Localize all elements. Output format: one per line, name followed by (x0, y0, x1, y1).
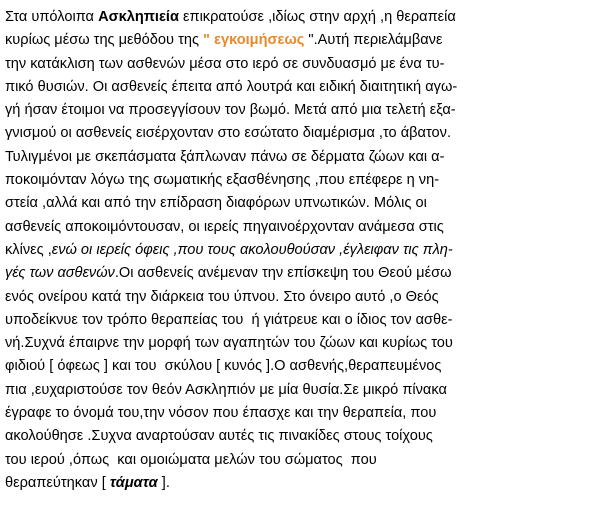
text-run: του ιερού ,όπως και ομοιώματα μελών του σώματος που (5, 451, 377, 468)
text-run: την κατάκλιση των ασθενών μέσα στο ιερό σε συνδυασμό με ένα τυ- (5, 55, 445, 72)
text-run: Τυλιγμένοι με σκεπάσματα ξάπλωναν πάνω σε δέρματα ζώων και α- (5, 148, 445, 165)
text-run: γές των ασθενών (5, 265, 115, 282)
text-run: ακολούθησε .Συχνα αναρτούσαν αυτές τις πινακίδες στους τοίχους (5, 428, 433, 445)
text-line (5, 239, 595, 262)
text-line (5, 309, 595, 332)
text-run: ποκοιμόνταν λόγω της σωματικής εξασθένησης ,που επέφερε η νη- (5, 172, 440, 189)
text-run: .Οι ασθενείς ανέμεναν την επίσκεψη του Θεού μέσω (114, 265, 452, 282)
text-run: ενώ οι ιερείς όφεις ,που τους ακολουθούσαν ,έγλειφαν τις πλη- (51, 241, 453, 258)
text-run: τάματα (109, 474, 158, 491)
text-line (5, 122, 595, 145)
text-run: ασθενείς αποκοιμόντουσαν, οι ιερείς πηγαινοέρχονταν ανάμεσα στις (5, 218, 444, 235)
text-line (5, 216, 595, 239)
text-line (5, 449, 595, 472)
text-run: γή ήσαν έτοιμοι να προσεγγίσουν τον βωμό. Μετά από μια τελετή εξα- (5, 102, 456, 119)
text-line (5, 355, 595, 378)
text-line (5, 192, 595, 215)
text-run: υποδείκνυε τον τρόπο θεραπείας του ή γιάτρευε και ο ίδιος τον ασθε- (5, 311, 453, 328)
text-run: πικό θυσιών. Οι ασθενείς έπειτα από λουτρά και ειδική διαιτητική αγω- (5, 78, 458, 95)
text-run: θεραπεύτηκαν [ (5, 474, 110, 491)
text-run: κλίνες , (5, 241, 52, 258)
text-line (5, 99, 595, 122)
text-line (5, 379, 595, 402)
text-line (5, 262, 595, 285)
text-line (5, 76, 595, 99)
text-run: επικρατούσε ,ιδίως στην αρχή ,η θεραπεία (178, 9, 456, 25)
text-line (5, 6, 595, 29)
text-line (5, 146, 595, 169)
text-line (5, 425, 595, 448)
text-run: στεία ,αλλά και από την επίδραση διαφόρων υπνωτικών. Μόλις οι (5, 195, 427, 212)
text-run: ]. (157, 474, 170, 491)
text-run: φιδιού [ όφεως ] και του σκύλου [ κυνός ].Ο ασθενής,θεραπευμένος (5, 358, 442, 375)
text-run: ".Αυτή περιελάμβανε (304, 32, 443, 49)
text-run: Στα υπόλοιπα (5, 9, 99, 25)
text-line (5, 286, 595, 309)
text-run: νή.Συχνά έπαιρνε την μορφή των αγαπητών του ζώων και κυρίως του (5, 335, 453, 352)
text-line (5, 53, 595, 76)
text-run: " εγκοιμήσεως (203, 32, 305, 49)
text-run: κυρίως μέσω της μεθόδου της (5, 32, 204, 49)
text-run: έγραφε το όνομά του,την νόσον που έπασχε και την θεραπεία, που (5, 405, 437, 422)
text-run: ενός ονείρου κατά την διάρκεια του ύπνου. Στο όνειρο αυτό ,ο Θεός (5, 288, 439, 305)
text-run: πια ,ευχαριστούσε τον θεόν Ασκληπιόν με μία θυσία.Σε μικρό πίνακα (5, 381, 447, 398)
text-run: γνισμού οι ασθενείς εισέρχονταν στο εσώτατο διαμέρισμα ,το άβατον. (5, 125, 452, 142)
text-line (5, 332, 595, 355)
text-line (5, 169, 595, 192)
text-line (5, 472, 595, 495)
document-body (5, 6, 595, 495)
text-run: Ασκληπιεία (98, 9, 179, 25)
text-line (5, 29, 595, 52)
text-line (5, 402, 595, 425)
